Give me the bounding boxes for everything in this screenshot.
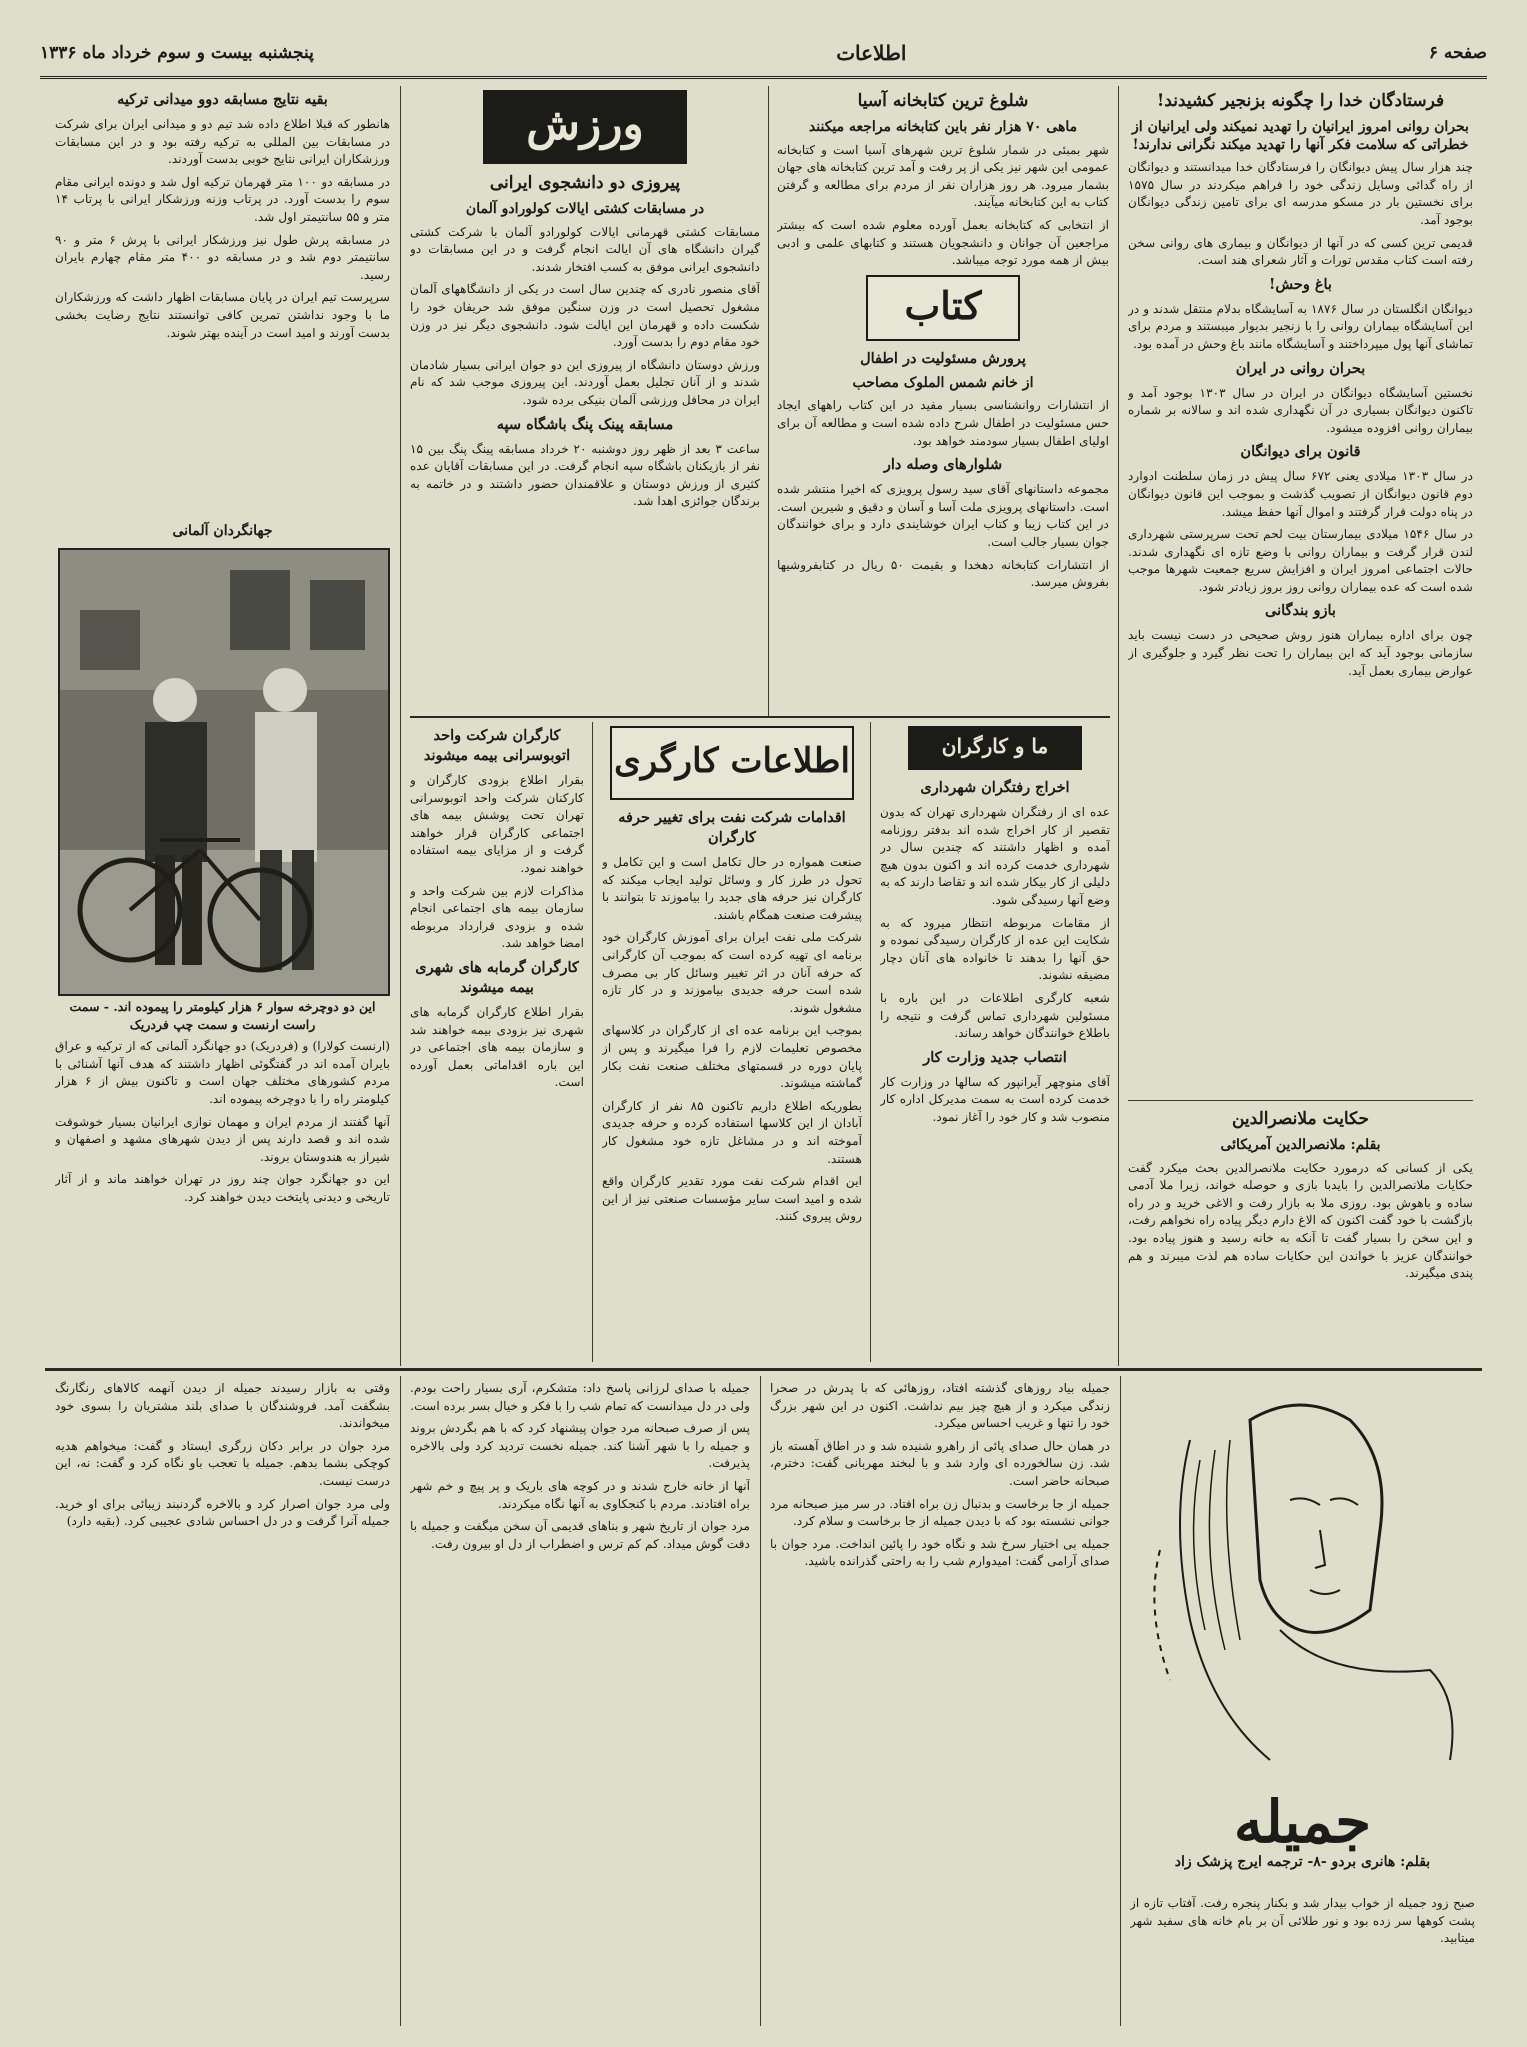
section-title: کارگران شرکت واحد اتوبوسرانی بیمه میشوند bbox=[423, 727, 571, 764]
paragraph: ولی مرد جوان اصرار کرد و بالاخره گردنبند زیبائی برای او خرید. جمیله آنرا گرفت و در دل احساس شادی عجیبی کرد. (بقیه دارد) bbox=[55, 1496, 390, 1529]
paragraph: سرپرست تیم ایران در پایان مسابقات اظهار داشت که ورزشکاران ما با وجود نداشتن تمرین کافی توانستند نتایج رضایت بخشی بدست آورند و امید است در آینده بهتر شوند. bbox=[55, 290, 390, 340]
article-labor-news bbox=[602, 726, 862, 1356]
article-title: فرستادگان خدا را چگونه بزنجیر کشیدند! bbox=[1156, 91, 1445, 111]
paragraph: صبح زود جمیله از خواب بیدار شد و بکنار پنجره رفت. آفتاب تازه از پشت کوهها سر زده بود و نور طلائی آن بر بام خانه های سفید شهر میتابید. bbox=[1130, 1896, 1475, 1946]
section-title: پرورش مسئولیت در اطفال bbox=[860, 349, 1026, 367]
photo-title-wrap bbox=[55, 520, 390, 546]
serial-translator: ترجمه ایرج پزشک زاد bbox=[1174, 1854, 1303, 1870]
article-mulla-nasreddin bbox=[1128, 1108, 1473, 1355]
paragraph: آنها گفتند از مردم ایران و مهمان نوازی ایرانیان بسیار خوشوقت شده اند و قصد دارند پس از دیدن شهرهای مشهد و اصفهان و شیراز به هندوستان بروند. bbox=[55, 1114, 390, 1164]
paragraph: آقای منوچهر آیرانپور که سالها در وزارت کار خدمت کرده است به سمت مدیرکل اداره کار منصوب شد و کار خود را آغاز نمود. bbox=[880, 1074, 1110, 1124]
article-library bbox=[777, 90, 1109, 708]
paragraph: پس از صرف صبحانه مرد جوان پیشنهاد کرد که با هم بگردش بروند و جمیله را با شهر آشنا کند. جمیله نخست تردید کرد ولی بالاخره پذیرفت. bbox=[410, 1421, 750, 1471]
book-section-logo: کتاب bbox=[866, 275, 1020, 341]
labor-section-logo: اطلاعات کارگری bbox=[610, 726, 854, 800]
section-title: کارگران گرمابه های شهری بیمه میشوند bbox=[415, 958, 579, 996]
section-title: مسابقه پینک پنگ باشگاه سپه bbox=[496, 415, 674, 433]
cyclists-photo bbox=[58, 548, 390, 996]
paragraph: هانطور که قبلا اطلاع داده شد تیم دو و میدانی ایران برای شرکت در مسابقات بین المللی به ترکیه رفته بود و در این مسابقات ورزشکاران ایرانی نتایج خوبی بدست آوردند. bbox=[55, 117, 390, 167]
article-bus-workers bbox=[410, 726, 584, 1356]
serial-column-1 bbox=[1130, 1895, 1475, 2025]
paragraph: شهر بمبئی در شمار شلوغ ترین شهرهای آسیا است و کتابخانه عمومی این شهر نیز یکی از پر رفت و آمد ترین کتابخانه های جهان بشمار میرود. هر روز هزاران نفر از مردم برای مطالعه و گرفتن کتاب به این کتابخانه میآیند. bbox=[777, 142, 1109, 210]
paragraph: جمیله از جا برخاست و بدنبال زن براه افتاد. در سر میز صبحانه مرد جوانی نشسته بود که با دیدن جمیله از جا برخاست و سلام کرد. bbox=[770, 1496, 1110, 1529]
story-byline: بقلم: ملانصرالدین آمریکائی bbox=[1220, 1137, 1381, 1153]
paragraph: قدیمی ترین کسی که در آنها از دیوانگان و بیماری های روانی سخن رفته است کتاب مقدس تورات و آثار شعرای هند است. bbox=[1128, 235, 1473, 268]
paragraph: شرکت ملی نفت ایران برای آموزش کارگران خود برنامه ای تهیه کرده است که بموجب آن کارگرانی که حرفه آنان در اثر تغییر وسائل کار بی مصرف شده است حرفه جدیدی بیاموزند و در کار تازه مشغول شوند. bbox=[602, 930, 862, 1015]
article-cyclists bbox=[55, 998, 390, 1355]
paragraph: از انتشارات روانشناسی بسیار مفید در این کتاب راههای ایجاد حس مسئولیت در اطفال شرح داده شده است و مطالعه آن برای اولیای اطفال بسیار سودمند خواهد بود. bbox=[777, 398, 1109, 448]
paragraph: در مسابقه پرش طول نیز ورزشکار ایرانی با پرش ۶ متر و ۹۰ سانتیمتر دوم شد و در مسابقه دو ۴۰۰ متر مقام چهارم بایران رسید. bbox=[55, 232, 390, 282]
paragraph: مرد جوان از تاریخ شهر و بناهای قدیمی آن سخن میگفت و جمیله با دقت گوش میداد. کم کم ترس و اضطراب از دل او بیرون رفت. bbox=[410, 1519, 750, 1551]
paragraph: آنها از خانه خارج شدند و در کوچه های باریک و پر پیچ و خم شهر براه افتادند. مردم با کنجکاوی به آنها نگاه میکردند. bbox=[410, 1478, 750, 1511]
section-divider bbox=[45, 1368, 1482, 1371]
paragraph: ورزش دوستان دانشگاه از پیروزی این دو جوان ایرانی بسیار شادمان شدند و از آنان تجلیل بعمل آوردند. این پیروزی موجب شد که نام ایران در محافل ورزشی آلمان بنیکی برده شود. bbox=[410, 357, 760, 407]
section-title: شلوارهای وصله دار bbox=[883, 456, 1003, 474]
article-subtitle: در مسابقات کشتی ایالات کولورادو آلمان bbox=[465, 201, 705, 217]
section-byline: از خانم شمس الملوک مصاحب bbox=[852, 374, 1034, 391]
article-sports bbox=[410, 90, 760, 708]
paragraph: مذاکرات لازم بین شرکت واحد و سازمان بیمه های اجتماعی انجام شده و بزودی قرارداد مربوطه امضا خواهد شد. bbox=[410, 883, 584, 951]
serial-credits bbox=[1130, 1854, 1475, 1872]
paragraph: مرد جوان در برابر دکان زرگری ایستاد و گفت: میخواهم هدیه کوچکی بشما بدهم. جمیله با تعجب باو نگاه کرد و گفت: نه، این درست نیست. bbox=[55, 1438, 390, 1488]
paragraph: بقرار اطلاع بزودی کارگران و کارکنان شرکت واحد اتوبوسرانی تهران تحت پوشش بیمه های اجتماعی کارگران قرار خواهند گرفت و از مزایای بیمه استفاده خواهند نمود. bbox=[410, 773, 584, 875]
article-workers bbox=[880, 726, 1110, 1356]
paragraph: در مسابقه دو ۱۰۰ متر قهرمان ترکیه اول شد و دونده ایرانی مقام سوم را بدست آورد. در پرتاب وزنه ورزشکار ایرانی با پرتاب ۱۴ متر و ۵۵ سانتیمتر اول شد. bbox=[55, 174, 390, 224]
article-mental-health bbox=[1128, 90, 1473, 1093]
paragraph: جمیله بی اختیار سرخ شد و نگاه خود را پائین انداخت. مرد جوان با صدای آرامی گفت: امیدوارم شب را به راحتی گذرانده باشید. bbox=[770, 1536, 1110, 1569]
workers-section-logo: ما و کارگران bbox=[908, 726, 1082, 770]
section-title: انتصاب جدید وزارت کار bbox=[923, 1048, 1067, 1066]
column-rule bbox=[870, 722, 871, 1362]
section-title: اخراج رفتگران شهرداری bbox=[920, 779, 1070, 796]
paragraph: یکی از کسانی که درمورد حکایت ملانصرالدین بحث میکرد گفت حکایات ملانصرالدین را بایدبا بازی و حوصله خواند، زیرا ملا آدمی ساده و باهوش بود. روزی ملا به بازار رفت و الاغی خرید و در راه بازگشت با خود گفت اکنون که الاغ دارم دیگر پیاده راه نخواهم رفت، و این سخن را بسیار گفت تا آنکه به خانه رسید و هنوز پیاده بود. خوانندگان عزیز با خواندن این حکایات ساده هم لذت میبرند و هم پندی میگیرند. bbox=[1128, 1160, 1473, 1281]
paragraph: از مقامات مربوطه انتظار میرود که به شکایت این عده از کارگران رسیدگی نموده و حق آنها را بدهند تا خانواده های آنان دچار مضیقه نشوند. bbox=[880, 915, 1110, 983]
column-rule bbox=[768, 86, 769, 716]
article-title: بقیه نتایج مسابقه دوو میدانی ترکیه bbox=[117, 91, 328, 108]
paragraph: در همان حال صدای پائی از راهرو شنیده شد و در اطاق آهسته باز شد. زن سالخورده ای وارد شد و با لبخند مهربانی گفت: دخترم، صبحانه حاضر است. bbox=[770, 1438, 1110, 1488]
paragraph: بقرار اطلاع کارگران گرمابه های شهری نیز بزودی بیمه خواهند شد و سازمان بیمه های اجتماعی در این باره اقداماتی بعمل آورده است. bbox=[410, 1004, 584, 1090]
column-rule bbox=[1120, 1376, 1121, 2026]
paragraph: صنعت همواره در حال تکامل است و این تکامل و تحول در طرز کار و وسائل تولید ایجاب میکند که کارگران نیز حرفه های جدید را بیاموزند تا بتوانند با پیشرفت صنعت همگام باشند. bbox=[602, 855, 862, 922]
column-rule bbox=[400, 1376, 401, 2026]
woman-drawing bbox=[1130, 1380, 1475, 1790]
page-number: صفحه ۶ bbox=[1428, 43, 1487, 63]
photo-caption: این دو دوچرخه سوار ۶ هزار کیلومتر را پیموده اند. - سمت راست ارنست و سمت چپ فردریک bbox=[69, 999, 376, 1032]
paragraph: این دو جهانگرد جوان چند روز در تهران خواهند ماند و از آثار تاریخی و دیدنی پایتخت دیدن خواهند کرد. bbox=[55, 1172, 390, 1204]
sports-section-logo: ورزش bbox=[483, 90, 687, 164]
paragraph: بموجب این برنامه عده ای از کارگران در کلاسهای مخصوص تعلیمات لازم را فرا میگیرند و پس از پایان دوره در قسمتهای مختلف صنعت نفت بکار گماشته میشوند. bbox=[602, 1023, 862, 1091]
column-rule bbox=[592, 722, 593, 1362]
serial-title: جمیله bbox=[1233, 1790, 1372, 1856]
serial-illustration bbox=[1130, 1380, 1475, 1790]
masthead bbox=[40, 30, 1487, 79]
serial-column-3 bbox=[410, 1380, 750, 2025]
paragraph: دیوانگان انگلستان در سال ۱۸۷۶ به آسایشگاه بدلام منتقل شدند و در این آسایشگاه بیماران روانی را با زنجیر بدیوار میبستند و مردم برای تماشای آنها پول میپرداختند و آسایشگاه مانند باغ وحش در آمده بود. bbox=[1128, 301, 1473, 351]
paragraph: عده ای از رفتگران شهرداری تهران که بدون تقصیر از کار اخراج شده اند بدفتر روزنامه آمده و اظهار داشتند که چندین سال در شهرداری خدمت کرده اند و اکنون بدون هیچ دلیلی از کار بیکار شده اند و تقاضا دارند که به وضع آنها رسیدگی شود. bbox=[880, 805, 1110, 907]
serial-column-4 bbox=[55, 1380, 390, 2025]
article-title: پیروزی دو دانشجوی ایرانی bbox=[489, 173, 681, 193]
article-title: اقدامات شرکت نفت برای تغییر حرفه کارگران bbox=[618, 809, 846, 846]
article-subtitle: ماهی ۷۰ هزار نفر باین کتابخانه مراجعه میکنند bbox=[808, 119, 1078, 135]
paragraph: در سال ۱۵۴۶ میلادی بیمارستان بیت لحم تحت سرپرستی شهرداری لندن قرار گرفت و بیماران روانی با وضع تازه ای نگهداری شدند. حالات اجتماعی امروز ایران و افزایش سریع جمعیت شهرها موجب شده است که عده بیماران روانی روز بروز زیادتر شود. bbox=[1128, 527, 1473, 594]
article-title: شلوغ ترین کتابخانه آسیا bbox=[857, 91, 1029, 111]
column-rule bbox=[760, 1376, 761, 2026]
section-title: قانون برای دیوانگان bbox=[1240, 443, 1361, 461]
paragraph: از انتخابی که کتابخانه بعمل آورده معلوم شده است که بیشتر مراجعین آن جوانان و دانشجویان هستند و کتابهای علمی و ادبی بیش از همه مورد توجه میباشد. bbox=[777, 217, 1109, 268]
article-turkey-athletics bbox=[55, 90, 390, 520]
column-rule bbox=[400, 86, 401, 1366]
photo-title: جهانگردان آلمانی bbox=[172, 523, 273, 539]
article-subtitle: بحران روانی امروز ایرانیان را تهدید نمیکند ولی ایرانیان از خطراتی که سلامت فکر آنها را تهدید میکند نگرانی ندارند! bbox=[1132, 119, 1469, 153]
paragraph: جمیله با صدای لرزانی پاسخ داد: متشکرم، آری بسیار راحت بودم. ولی در دل میدانست که تمام شب را با فکر و خیال بسر برده است. bbox=[410, 1381, 750, 1413]
paragraph: مسابقات کشتی قهرمانی ایالات کولورادو آلمان با شرکت کشتی گیران دانشگاه های آن ایالت انجام گرفت و در این مسابقات دو دانشجوی ایرانی موفق به کسب افتخار شدند. bbox=[410, 224, 760, 274]
serial-installment: -۸- bbox=[1307, 1854, 1327, 1870]
paragraph: شعبه کارگری اطلاعات در این باره با مسئولین شهرداری تماس گرفت و نتیجه را باطلاع خوانندگان خواهد رساند. bbox=[880, 990, 1110, 1041]
paragraph: جمیله بیاد روزهای گذشته افتاد، روزهائی که با پدرش در صحرا زندگی میکرد و از هیچ چیز بیم نداشت. اکنون در این شهر بزرگ خود را تنها و غریب احساس میکرد. bbox=[770, 1381, 1110, 1431]
paragraph: بطوریکه اطلاع داریم تاکنون ۸۵ نفر از کارگران آبادان از این کلاسها استفاده کرده و حرفه جدیدی آموخته اند و در مشاغل تازه خود مشغول کار هستند. bbox=[602, 1098, 862, 1166]
serial-column-2 bbox=[770, 1380, 1110, 2025]
paragraph: چون برای اداره بیماران هنوز روش صحیحی در دست نیست باید سازمانی بوجود آید که این بیماران را تحت نظر گیرد و جلوگیری از عوارض بیماری بعمل آید. bbox=[1128, 628, 1473, 678]
paragraph: (ارنست کولارا) و (فردریک) دو جهانگرد آلمانی که از ترکیه و عراق بایران آمده اند در گفتگوئی اظهار داشتند که هدف آنها آشنائی با مردم کشورهای مختلف جهان است و تاکنون بیش از ۶ هزار کیلومتر راه را با دوچرخه پیموده اند. bbox=[55, 1039, 390, 1106]
serial-heading bbox=[1130, 1790, 1475, 1890]
issue-date: پنجشنبه بیست و سوم خرداد ماه ۱۳۳۶ bbox=[40, 43, 314, 63]
section-title: بحران روانی در ایران bbox=[1235, 359, 1366, 377]
paragraph: مجموعه داستانهای آقای سید رسول پرویزی که اخیرا منتشر شده است. داستانهای پرویزی ملت آسا و آسان و دقیق و شیرین است. در این کتاب زیبا و کتاب ایران خوشایندی دارد و برای خوانندگان جوان بسیار جالب است. bbox=[777, 482, 1109, 549]
section-title: باغ وحش! bbox=[1269, 275, 1332, 293]
paragraph: این اقدام شرکت نفت مورد تقدیر کارگران واقع شده و امید است سایر مؤسسات صنعتی نیز از این روش پیروی کنند. bbox=[602, 1174, 862, 1224]
paragraph: ساعت ۳ بعد از ظهر روز دوشنبه ۲۰ خرداد مسابقه پینگ پنگ بین ۱۵ نفر از بازیکنان باشگاه سپه انجام گرفت. در این مسابقات آقایان عده کثیری از ورزش دوستان و علاقمندان حضور داشتند و در خاتمه به برندگان جوائزی اهدا شد. bbox=[410, 441, 760, 509]
divider bbox=[1128, 1100, 1473, 1101]
cyclists-image bbox=[60, 550, 388, 994]
section-title: بازو بندگانی bbox=[1265, 602, 1336, 620]
paragraph: چند هزار سال پیش دیوانگان را فرستادگان خدا میدانستند و دیوانگان از راه گدائی وسایل زندگی خود را فراهم میکردند در سال ۱۵۷۵ برای نخستین بار در مسکو مدرسه ای برای تامین زندگی دیوانگان بوجود آمد. bbox=[1128, 160, 1473, 227]
paper-name: اطلاعات bbox=[836, 41, 907, 65]
divider bbox=[410, 716, 1110, 718]
column-rule bbox=[1118, 86, 1119, 1366]
paragraph: نخستین آسایشگاه دیوانگان در ایران در سال ۱۳۰۳ بوجود آمد و تاکنون دیوانگان بسیاری در آن نگهداری شده اند و سالانه بر شماره بیماران روانی افزوده میشود. bbox=[1128, 385, 1473, 435]
paragraph: در سال ۱۳۰۳ میلادی یعنی ۶۷۲ سال پیش در زمان سلطنت ادوارد دوم قانون دیوانگان از تصویب گذشت و بموجب این قانون دیوانگان در پناه دولت قرار گرفتند و اموال آنها حفظ میشد. bbox=[1128, 469, 1473, 519]
serial-byline: بقلم: هانری بردو bbox=[1331, 1854, 1431, 1870]
paragraph: وقتی به بازار رسیدند جمیله از دیدن آنهمه کالاهای رنگارنگ بشگفت آمد. فروشندگان با صدای بلند مشتریان را بسوی خود میخواندند. bbox=[55, 1381, 390, 1431]
paragraph: از انتشارات کتابخانه دهخدا و بقیمت ۵۰ ریال در کتابفروشیها بفروش میرسد. bbox=[777, 557, 1109, 590]
paragraph: آقای منصور نادری که چندین سال است در یکی از دانشگاههای آلمان مشغول تحصیل است در وزن سنگین موفق شد حریفان خود را شکست داده و قهرمان این ایالت شود. دانشجوی دیگر نیز در وزن خود مقام دوم را بدست آورد. bbox=[410, 282, 760, 350]
story-title: حکایت ملانصرالدین bbox=[1231, 1109, 1370, 1129]
